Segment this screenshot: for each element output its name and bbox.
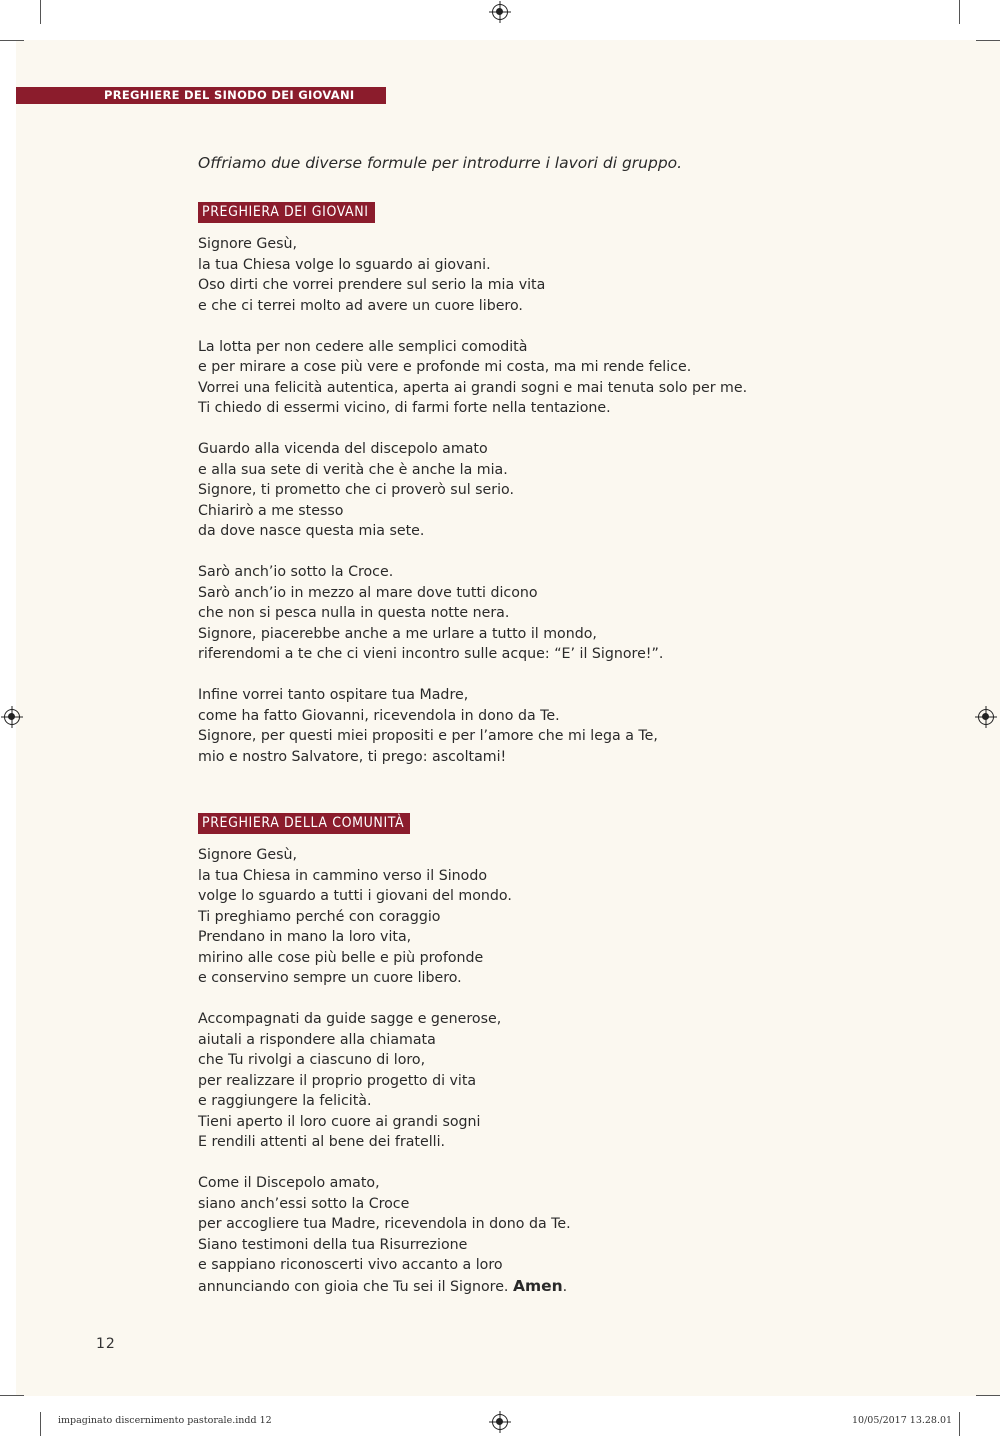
prayer-line-text: aiutali a rispondere alla chiamata	[198, 1031, 436, 1048]
prayer-line-text: Guardo alla vicenda del discepolo amato	[198, 441, 488, 457]
crop-mark	[976, 40, 1000, 41]
stanza	[198, 562, 798, 665]
prayer-line-text: e per mirare a cose più vere e profonde mi costa, ma mi rende felice.	[198, 359, 692, 375]
prayer-line-text: Siano testimoni della tua Risurrezione	[198, 1236, 468, 1253]
prayer-line	[198, 603, 798, 624]
prayer-line-text: Signore Gesù,	[198, 236, 298, 252]
stanza	[198, 845, 798, 989]
prayer-line	[198, 480, 798, 501]
prayer-line	[198, 1009, 798, 1030]
prayer-line	[198, 255, 798, 276]
prayer-line	[198, 845, 798, 866]
prayer-line	[198, 948, 798, 969]
prayer-line-text: come ha fatto Giovanni, ricevendola in dono da Te.	[198, 707, 560, 724]
prayer-line-text: Tieni aperto il loro cuore ai grandi sogni	[198, 1113, 481, 1130]
closing-punct: .	[562, 1278, 568, 1295]
prayer-line	[198, 1030, 798, 1051]
prayer-line	[198, 439, 798, 460]
prayer-line	[198, 1276, 798, 1298]
prayer-line-text: Infine vorrei tanto ospitare tua Madre,	[198, 687, 469, 703]
prayer-line-text: e conservino sempre un cuore libero.	[198, 970, 462, 986]
prayer-line	[198, 1091, 798, 1112]
prayer-line-text: mirino alle cose più belle e più profonde	[198, 949, 484, 966]
prayer-line	[198, 685, 798, 706]
intro-text: Offriamo due diverse formule per introdurre i lavori di gruppo.	[198, 154, 683, 172]
prayer-line-text: che Tu rivolgi a ciascuno di loro,	[198, 1052, 426, 1068]
prayer-line-text: e sappiano riconoscerti vivo accanto a loro	[198, 1257, 503, 1273]
prayer-line	[198, 234, 798, 255]
prayer-line-text: da dove nasce questa mia sete.	[198, 523, 425, 539]
prayer-line	[198, 1214, 798, 1235]
prayer-line-text: per accogliere tua Madre, ricevendola in dono da Te.	[198, 1216, 571, 1232]
prayer-line	[198, 296, 798, 317]
prayer-line	[198, 562, 798, 583]
prayer-line-text: La lotta per non cedere alle semplici comodità	[198, 338, 528, 355]
registration-mark-icon	[492, 1414, 508, 1430]
page-number: 12	[96, 1336, 116, 1352]
stanza	[198, 337, 798, 419]
prayer-line	[198, 378, 798, 399]
prayer-line-text: volge lo sguardo a tutti i giovani del mondo.	[198, 888, 512, 904]
prayer-line	[198, 624, 798, 645]
registration-mark-icon	[492, 4, 508, 20]
crop-mark	[0, 40, 24, 41]
prayer-giovani	[198, 234, 798, 788]
prayer-line	[198, 398, 798, 419]
registration-mark-icon	[4, 709, 20, 725]
crop-mark	[976, 1395, 1000, 1396]
prayer-line	[198, 866, 798, 887]
prayer-line-text: Come il Discepolo amato,	[198, 1175, 380, 1191]
prayer-line-text: siano anch’essi sotto la Croce	[198, 1195, 410, 1212]
stanza	[198, 685, 798, 767]
prayer-line	[198, 968, 798, 989]
prayer-line	[198, 357, 798, 378]
stanza	[198, 1009, 798, 1153]
prayer-line	[198, 1071, 798, 1092]
crop-mark	[40, 1412, 41, 1436]
prayer-line-text: Oso dirti che vorrei prendere sul serio la mia vita	[198, 277, 546, 293]
prayer-line-text: Sarò anch’io in mezzo al mare dove tutti dicono	[198, 584, 538, 601]
slug-filename: impaginato discernimento pastorale.indd 12	[58, 1415, 272, 1426]
prayer-line	[198, 1050, 798, 1071]
prayer-line-text: e che ci terrei molto ad avere un cuore libero.	[198, 297, 523, 314]
prayer-line-text: E rendili attenti al bene dei fratelli.	[198, 1134, 446, 1150]
prayer-line	[198, 337, 798, 358]
prayer-line-text: Signore, piacerebbe anche a me urlare a tutto il mondo,	[198, 625, 597, 642]
prayer-line	[198, 460, 798, 481]
prayer-line	[198, 644, 798, 665]
prayer-line-text: Signore Gesù,	[198, 847, 298, 863]
prayer-line-text: Ti preghiamo perché con coraggio	[198, 908, 441, 925]
prayer-line	[198, 726, 798, 747]
prayer-line	[198, 1173, 798, 1194]
prayer-line	[198, 886, 798, 907]
prayer-line-text: Vorrei una felicità autentica, aperta ai grandi sogni e mai tenuta solo per me.	[198, 379, 748, 396]
prayer-line	[198, 501, 798, 522]
prayer-line-text: annunciando con gioia che Tu sei il Signore.	[198, 1278, 509, 1295]
stanza	[198, 234, 798, 316]
prayer-line	[198, 521, 798, 542]
prayer-line-text: mio e nostro Salvatore, ti prego: ascoltami!	[198, 748, 507, 765]
prayer-line	[198, 1235, 798, 1256]
prayer-line-text: Sarò anch’io sotto la Croce.	[198, 564, 394, 580]
prayer-line	[198, 747, 798, 768]
closing-amen: Amen	[512, 1276, 563, 1295]
section-title-comunita: PREGHIERA DELLA COMUNITÀ	[198, 813, 410, 834]
prayer-line-text: Prendano in mano la loro vita,	[198, 929, 412, 945]
prayer-line	[198, 1255, 798, 1276]
prayer-line	[198, 1112, 798, 1133]
crop-mark	[959, 1412, 960, 1436]
prayer-line-text: e raggiungere la felicità.	[198, 1093, 372, 1109]
prayer-line	[198, 706, 798, 727]
prayer-line	[198, 583, 798, 604]
header-title: PREGHIERE DEL SINODO DEI GIOVANI	[104, 88, 355, 102]
prayer-line	[198, 275, 798, 296]
prayer-line	[198, 1194, 798, 1215]
prayer-line-text: Accompagnati da guide sagge e generose,	[198, 1011, 502, 1027]
prayer-line-text: e alla sua sete di verità che è anche la mia.	[198, 461, 508, 478]
stanza	[198, 1173, 798, 1297]
registration-mark-icon	[978, 709, 994, 725]
stanza	[198, 439, 798, 542]
slug-timestamp: 10/05/2017 13.28.01	[852, 1415, 953, 1426]
crop-mark	[959, 0, 960, 24]
prayer-line-text: che non si pesca nulla in questa notte nera.	[198, 605, 510, 621]
prayer-line-text: Chiarirò a me stesso	[198, 502, 344, 519]
prayer-line	[198, 927, 798, 948]
crop-mark	[40, 0, 41, 24]
prayer-line-text: per realizzare il proprio progetto di vita	[198, 1072, 477, 1089]
prayer-line-text: Signore, ti prometto che ci proverò sul serio.	[198, 482, 514, 498]
prayer-line-text: la tua Chiesa in cammino verso il Sinodo	[198, 867, 488, 884]
prayer-line-text: la tua Chiesa volge lo sguardo ai giovani.	[198, 256, 491, 273]
section-title-giovani: PREGHIERA DEI GIOVANI	[198, 202, 375, 223]
prayer-line-text: Ti chiedo di essermi vicino, di farmi forte nella tentazione.	[198, 400, 611, 416]
prayer-line-text: riferendomi a te che ci vieni incontro sulle acque: “E’ il Signore!”.	[198, 646, 664, 662]
prayer-line-text: Signore, per questi miei propositi e per l’amore che mi lega a Te,	[198, 728, 658, 744]
prayer-line	[198, 907, 798, 928]
crop-mark	[0, 1395, 24, 1396]
prayer-line	[198, 1132, 798, 1153]
prayer-comunita	[198, 845, 798, 1318]
